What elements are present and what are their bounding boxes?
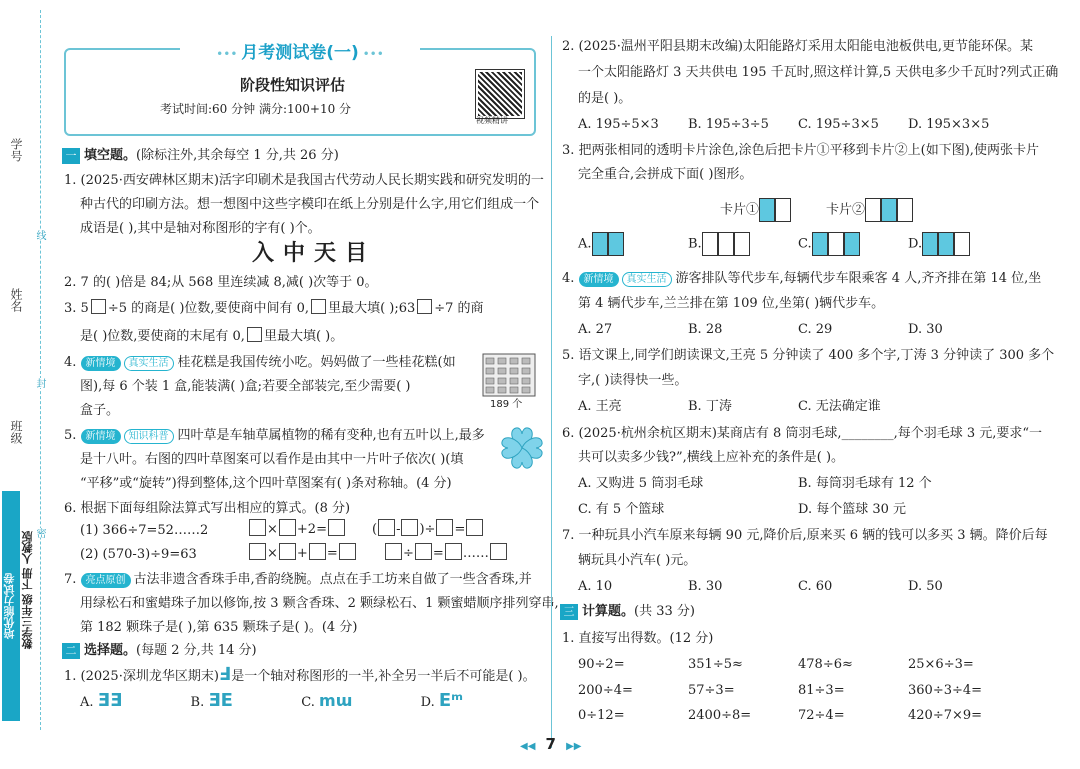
card-cell (592, 232, 608, 256)
choice-7-option-b[interactable]: B. 30 (688, 579, 723, 594)
choice-6-option-c[interactable]: C. 有 5 个篮球 (578, 502, 665, 517)
choice-7-line-1: 7. 一种玩具小汽车原来每辆 90 元,降价后,原来买 6 辆的钱可以多买 3 辆。降价后每 (562, 528, 1048, 543)
question-5-line-1 (64, 427, 485, 445)
choice-2-option-d[interactable]: D. 195×3×5 (908, 117, 990, 132)
class-label: 班级 (9, 420, 23, 444)
card-cell (844, 232, 860, 256)
section-number: 一 (62, 148, 80, 164)
q3-text: 里最大填( )。 (263, 329, 344, 344)
section-three-heading (560, 603, 695, 621)
card-cell (718, 232, 734, 256)
question-1-line-3: 成语是( ),其中是轴对称图形的字有( )个。 (80, 221, 321, 236)
section-title: 计算题。 (582, 604, 635, 619)
cut-line (40, 10, 41, 730)
new-context-tag: 新情境 (579, 272, 619, 287)
choice-4-option-c[interactable]: C. 29 (798, 322, 833, 337)
choice-7-option-c[interactable]: C. 60 (798, 579, 833, 594)
page-number: 7 (545, 735, 556, 753)
choice-4-option-b[interactable]: B. 28 (688, 322, 723, 337)
choice-1-text: 是一个轴对称图形的一半,补全另一半后不可能是( )。 (231, 669, 536, 684)
cut-mark: 密 (34, 528, 45, 538)
question-6: 6. 根据下面每组除法算式写出相应的算式。(8 分) (64, 501, 351, 516)
q3-text: 里最大填( );63 (328, 301, 416, 316)
section-one-heading (62, 147, 339, 165)
figure-c-icon: mɯ (319, 691, 353, 710)
choice-7-option-a[interactable]: A. 10 (578, 579, 613, 594)
page-number-bar (520, 735, 582, 756)
cut-mark: 线 (34, 230, 45, 240)
brand-label: 培优能力试卷 (2, 491, 20, 721)
option-label: A. (578, 236, 592, 252)
question-number: 4. (562, 271, 575, 286)
new-context-tag: 新情境 (81, 429, 121, 444)
question-1-line-1: 1. (2025·西安碑林区期末)活字印刷术是我国古代劳动人民长期实践和研究发明的一 (64, 173, 544, 188)
answer-box[interactable] (401, 519, 418, 536)
calc-item: 25×6÷3= (908, 657, 974, 672)
answer-box[interactable] (339, 543, 356, 560)
answer-box[interactable] (378, 519, 395, 536)
answer-box[interactable] (328, 519, 345, 536)
answer-box[interactable] (417, 299, 432, 314)
choice-5-line-2: 字,( )读得快一些。 (578, 373, 688, 388)
subject-label: 数学三年级 下册 人教版 (21, 531, 34, 649)
equation-template-2: ( - )÷ = (372, 519, 484, 539)
option-label[interactable]: C. (301, 695, 315, 710)
question-7-line-3: 第 182 颗珠子是( ),第 635 颗珠子是( )。(4 分) (80, 620, 358, 635)
calc-item: 200÷4= (578, 683, 633, 698)
real-life-tag: 真实生活 (124, 356, 174, 371)
type-characters: 入中天目 (252, 241, 377, 266)
answer-box[interactable] (309, 543, 326, 560)
calc-item: 72÷4= (798, 708, 845, 723)
section-title: 填空题。 (84, 148, 137, 163)
q4-text: 桂花糕是我国传统小吃。妈妈做了一些桂花糕(如 (177, 355, 456, 370)
answer-box[interactable] (249, 543, 266, 560)
choice-2-line-2: 一个太阳能路灯 3 天共供电 195 千瓦时,照这样计算,5 天供电多少千瓦时?列式正确 (578, 65, 1059, 80)
question-6-part-2: (2) (570-3)÷9=63 (80, 547, 197, 562)
card-cell (954, 232, 970, 256)
question-5-line-3: “平移”或“旋转”)得到整体,这个四叶草图案有( )条对称轴。(4 分) (80, 476, 452, 491)
equation-template-1: × +2= (248, 519, 346, 539)
choice-6-line-1: 6. (2025·杭州余杭区期末)某商店有 8 筒羽毛球,________,每个羽毛球 3 元,要求“一 (562, 426, 1043, 441)
calc-item: 478÷6≈ (798, 657, 853, 672)
half-figure-icon: Ⅎ (218, 664, 232, 685)
choice-1-source: 1. (2025·深圳龙华区期末) (64, 669, 219, 684)
choice-3-option-c[interactable] (798, 232, 860, 256)
choice-3-line-2: 完全重合,会拼成下面( )图形。 (578, 167, 753, 182)
new-context-tag: 新情境 (81, 356, 121, 371)
page-title: 月考测试卷(一) (241, 43, 359, 63)
q3-text: 是( )位数,要使商的末尾有 0, (80, 329, 245, 344)
question-3-line-2 (80, 327, 343, 346)
q5-text: 四叶草是车轴草属植物的稀有变种,也有五叶以上,最多 (177, 428, 485, 443)
choice-2-line-3: 的是( )。 (578, 91, 632, 106)
choice-2-line-1: 2. (2025·温州平阳县期末改编)太阳能路灯采用太阳能电池板供电,更节能环保。某 (562, 39, 1034, 54)
student-id-label: 学号 (9, 138, 23, 162)
figure-b-icon: ƎE (208, 690, 233, 711)
answer-box[interactable] (249, 519, 266, 536)
title-banner: ••• 月考测试卷(一) ••• (180, 38, 420, 60)
qr-code-icon[interactable] (476, 70, 524, 118)
choice-5-option-b[interactable]: B. 丁涛 (688, 399, 732, 414)
answer-box[interactable] (279, 543, 296, 560)
card-cell (897, 198, 913, 222)
answer-box[interactable] (279, 519, 296, 536)
cut-mark: 封 (34, 378, 45, 388)
question-number: 7. (64, 572, 77, 587)
calc-1-heading: 1. 直接写出得数。(12 分) (562, 631, 714, 646)
section-note: (除标注外,其余每空 1 分,共 26 分) (136, 148, 339, 163)
question-7-line-2: 用绿松石和蜜蜡珠子加以修饰,按 3 颗含香珠、2 颗绿松石、1 颗蜜蜡顺序排列穿串, (80, 596, 559, 611)
calc-item: 420÷7×9= (908, 708, 983, 723)
question-6-part-1: (1) 366÷7=52……2 (80, 523, 209, 538)
answer-box[interactable] (490, 543, 507, 560)
equation-template-4: ÷ = …… (384, 543, 508, 563)
choice-4-option-a[interactable]: A. 27 (578, 322, 613, 337)
science-tag: 知识科普 (124, 429, 174, 444)
choice-5-line-1: 5. 语文课上,同学们朗读课文,王亮 5 分钟读了 400 多个字,丁涛 3 分钟读了 300 多个 (562, 348, 1055, 363)
calc-item: 360÷3÷4= (908, 683, 983, 698)
card-cell (702, 232, 718, 256)
choice-6-line-2: 共可以卖多少钱?”,横线上应补充的条件是( )。 (578, 450, 845, 465)
calc-item: 81÷3= (798, 683, 845, 698)
column-divider (551, 36, 552, 748)
card-cell (922, 232, 938, 256)
section-note: (每题 2 分,共 14 分) (136, 643, 257, 658)
option-label[interactable]: D. (420, 695, 435, 710)
question-number: 4. (64, 355, 77, 370)
osmanthus-cake-image (482, 353, 536, 409)
q3-text: 3. 5 (64, 301, 89, 316)
card-2-label: 卡片② (826, 202, 866, 218)
choice-2-option-c[interactable]: C. 195÷3×5 (798, 117, 879, 132)
choice-2-option-a[interactable]: A. 195÷5×3 (578, 117, 659, 132)
option-label[interactable]: A. (80, 695, 94, 710)
subtitle: 阶段性知识评估 (240, 76, 346, 94)
answer-box[interactable] (445, 543, 462, 560)
original-tag: 亮点原创 (81, 573, 131, 588)
card-cell (734, 232, 750, 256)
answer-box[interactable] (311, 299, 326, 314)
equation-template-3: × + = (248, 543, 357, 563)
exam-info: 考试时间:60 分钟 满分:100+10 分 (160, 102, 352, 116)
section-two-heading (62, 642, 257, 660)
q7-text: 古法非遗含香珠手串,香韵绕腕。点点在手工坊来自做了一些含香珠,并 (133, 572, 532, 587)
card-cell (608, 232, 624, 256)
card-cell (828, 232, 844, 256)
answer-box[interactable] (466, 519, 483, 536)
choice-5-option-c[interactable]: C. 无法确定谁 (798, 399, 881, 414)
choice-3-line-1: 3. 把两张相同的透明卡片涂色,涂色后把卡片①平移到卡片②上(如下图),使两张卡片 (562, 143, 1039, 158)
choice-3-option-d[interactable] (908, 232, 970, 256)
calc-item: 0÷12= (578, 708, 625, 723)
option-label[interactable]: B. (190, 695, 205, 710)
choice-6-option-d[interactable]: D. 每个篮球 30 元 (798, 502, 907, 517)
card-cell (881, 198, 897, 222)
card-cell (812, 232, 828, 256)
section-note: (共 33 分) (634, 604, 695, 619)
choice-2-option-b[interactable]: B. 195÷3÷5 (688, 117, 769, 132)
binding-margin (0, 0, 58, 769)
calc-item: 57÷3= (688, 683, 735, 698)
question-1-line-2: 种古代的印刷方法。想一想图中这些字模印在纸上分别是什么字,用它们组成一个 (80, 197, 540, 212)
choice-5-option-a[interactable]: A. 王亮 (578, 399, 622, 414)
card-cell (938, 232, 954, 256)
choice-7-line-2: 辆玩具小汽车( )元。 (578, 553, 697, 568)
choice-4-line-1 (562, 270, 1041, 288)
choice-1 (64, 666, 536, 686)
card-cell (865, 198, 881, 222)
answer-box[interactable] (247, 327, 262, 342)
question-5-line-2: 是十八叶。右图的四叶草图案可以看作是由其中一片叶子依次( )(填 (80, 452, 464, 467)
choice-6-option-b[interactable]: B. 每筒羽毛球有 12 个 (798, 476, 932, 491)
name-label: 姓名 (9, 288, 23, 312)
four-leaf-clover-image (498, 424, 546, 474)
question-4-line-2: 图),每 6 个装 1 盒,能装满( )盒;若要全部装完,至少需要( ) (80, 379, 411, 394)
question-2: 2. 7 的( )倍是 84;从 568 里连续减 8,减( )次等于 0。 (64, 275, 378, 290)
question-number: 5. (64, 428, 77, 443)
figure-d-icon: Eᵐ (438, 690, 464, 711)
section-title: 选择题。 (84, 643, 137, 658)
next-arrow-icon: ▶▶ (566, 741, 582, 752)
q3-text: ÷5 的商是( )位数,要使商中间有 0, (107, 301, 310, 316)
choice-6-option-a[interactable]: A. 又购进 5 筒羽毛球 (578, 476, 704, 491)
option-label: B. (688, 236, 702, 252)
calc-item: 2400÷8= (688, 708, 752, 723)
answer-box[interactable] (436, 519, 453, 536)
figure-a-icon: ƎƎ (97, 690, 123, 711)
choice-4-line-2: 第 4 辆代步车,兰兰排在第 109 位,坐第( )辆代步车。 (578, 296, 885, 311)
choice-3-option-b[interactable] (688, 232, 750, 256)
cake-count-label: 189 个 (490, 399, 523, 410)
c4-text: 游客排队等代步车,每辆代步车限乘客 4 人,齐齐排在第 14 位,坐 (675, 271, 1042, 286)
choice-4-option-d[interactable]: D. 30 (908, 322, 943, 337)
choice-1-options (80, 692, 463, 712)
section-number: 二 (62, 643, 80, 659)
card-1-label: 卡片① (720, 202, 760, 218)
qr-caption: 视频精讲 (476, 116, 508, 125)
answer-box[interactable] (91, 299, 106, 314)
calc-item: 90÷2= (578, 657, 625, 672)
question-4-line-1 (64, 354, 456, 372)
real-life-tag: 真实生活 (622, 272, 672, 287)
question-4-line-3: 盒子。 (80, 403, 120, 418)
answer-box[interactable] (385, 543, 402, 560)
question-7-line-1 (64, 571, 532, 589)
answer-box[interactable] (415, 543, 432, 560)
choice-3-option-a[interactable] (578, 232, 624, 256)
card-cell (775, 198, 791, 222)
calc-item: 351÷5≈ (688, 657, 743, 672)
choice-7-option-d[interactable]: D. 50 (908, 579, 943, 594)
option-label: D. (908, 236, 923, 252)
prev-arrow-icon: ◀◀ (520, 741, 536, 752)
section-number: 三 (560, 604, 578, 620)
question-3-line-1 (64, 299, 484, 318)
q3-text: ÷7 的商 (434, 301, 484, 316)
card-2 (826, 198, 913, 222)
option-label: C. (798, 236, 812, 252)
card-1 (720, 198, 791, 222)
card-cell (759, 198, 775, 222)
